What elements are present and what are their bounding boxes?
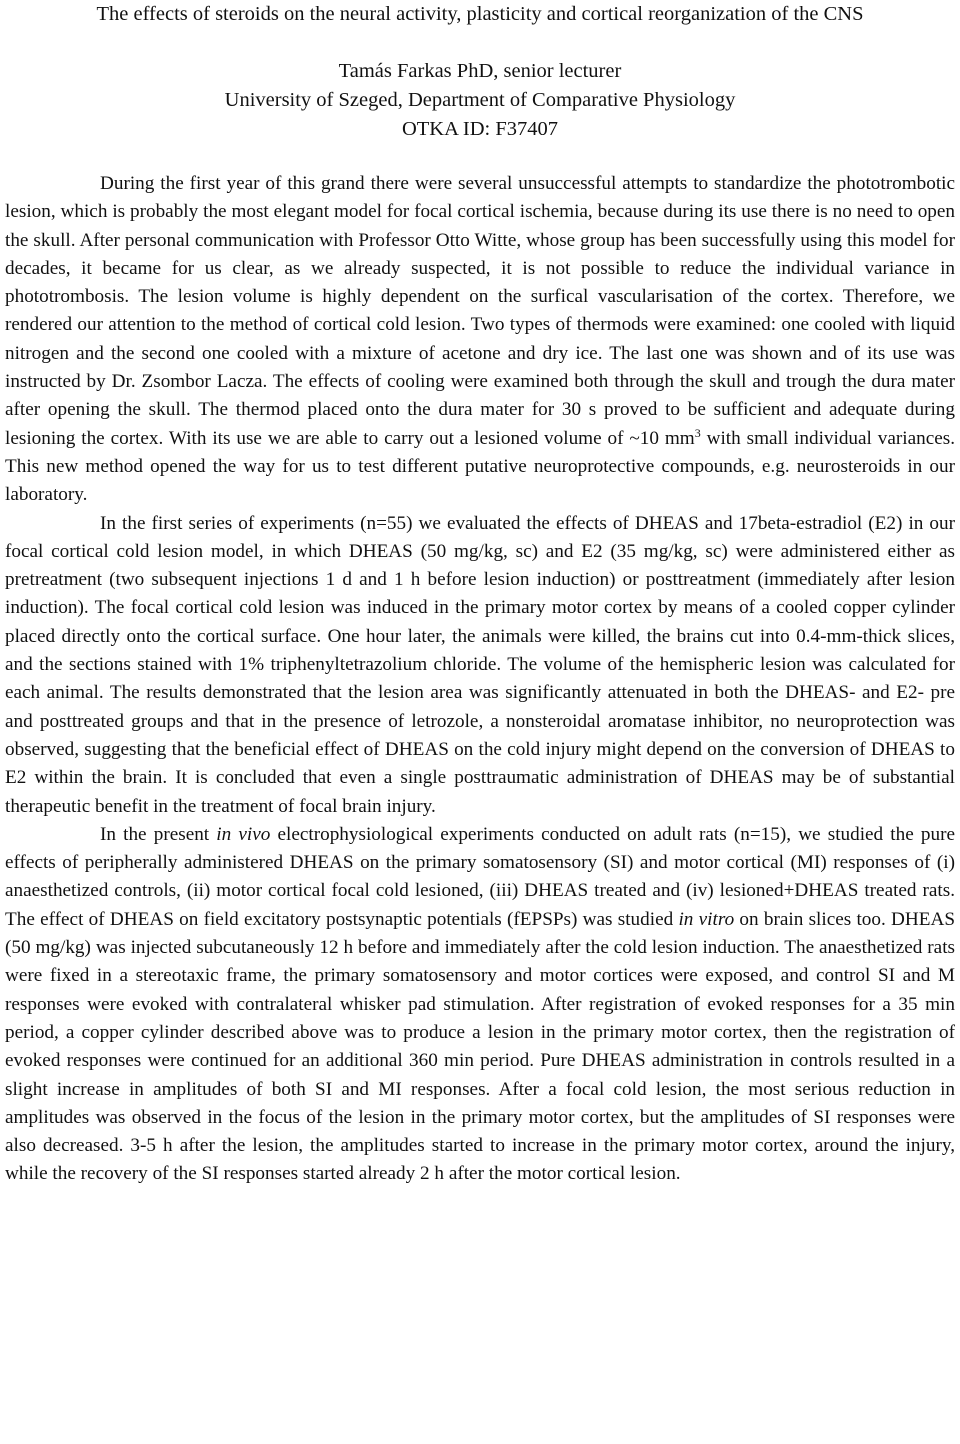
italic-in-vivo: in vivo (216, 823, 271, 845)
paragraph-3 (5, 821, 955, 1189)
paragraph-1-text-cont: with small individual variances. This new method opened the way for us to test different putative neuroprotective compounds, e.g. neurosteroids in our laboratory. (5, 427, 956, 506)
paragraph-1-text: During the first year of this grand there were several unsuccessful attempts to standardize the phototrombotic lesion, which is probably the most elegant model for focal cortical ischemia, because during its use there is no need to open the skull. After personal communication with Professor Otto Witte, whose group has been successfully using this model for decades, it became for us clear, as we already suspected, it is not possible to reduce the individual variance in phototrombosis. The lesion volume is highly dependent on the surfical vascularisation of the cortex. Therefore, we rendered our attention to the method of cortical cold lesion. Two types of thermods were examined: one cooled with liquid nitrogen and the second one cooled with a mixture of acetone and dry ice. The last one was shown and of its use was instructed by Dr. Zsombor Lacza. The effects of cooling were examined both through the skull and trough the dura mater after opening the skull. The thermod placed onto the dura mater for 30 s proved to be sufficient and adequate during lesioning the cortex. With its use we are able to carry out a lesioned volume of ~10 mm (5, 173, 955, 449)
paragraph-1 (5, 170, 955, 510)
italic-in-vitro: in vitro (678, 908, 735, 930)
superscript-3: 3 (694, 425, 701, 440)
paragraph-2: In the first series of experiments (n=55) we evaluated the effects of DHEAS and 17beta-estradiol (E2) in our focal cortical cold lesion model, in which DHEAS (50 mg/kg, sc) and E2 (35 mg/kg, sc) were administered either as pretreatment (two subsequent injections 1 d and 1 h before lesion induction) or posttreatment (immediately after lesion induction). The focal cortical cold lesion was induced in the primary motor cortex by means of a cooled copper cylinder placed directly onto the cortical surface. One hour later, the animals were killed, the brains cut into 0.4-mm-thick slices, and the sections stained with 1% triphenyltetrazolium chloride. The volume of the hemispheric lesion was calculated for each animal. The results demonstrated that the lesion area was significantly attenuated in both the DHEAS- and E2- pre and posttreated groups and that in the presence of letrozole, a nonsteroidal aromatase inhibitor, no neuroprotection was observed, suggesting that the beneficial effect of DHEAS on the cold injury might depend on the conversion of DHEAS to E2 within the brain. It is concluded that even a single posttraumatic administration of DHEAS may be of substantial therapeutic benefit in the treatment of focal brain injury. (5, 512, 955, 817)
author-affiliation: University of Szeged, Department of Comparative Physiology (224, 89, 736, 111)
paragraph-3-text-end: on brain slices too. DHEAS (50 mg/kg) was injected subcutaneously 12 h before and immediately after the cold lesion induction. The anaesthetized rats were fixed in a stereotaxic frame, the primary somatosensory and motor cortices were exposed, and control SI and M responses were evoked with contralateral whisker pad stimulation. After registration of evoked responses for a 35 min period, a copper cylinder described above was to produce a lesion in the primary motor cortex, then the registration of evoked responses were continued for an additional 360 min period. Pure DHEAS administration in controls resulted in a slight increase in amplitudes of both SI and MI responses. After a focal cold lesion, the most serious reduction in amplitudes was observed in the focus of the lesion in the primary motor cortex, but the amplitudes of SI responses were also decreased. 3-5 h after the lesion, the amplitudes started to increase in the primary motor cortex, around the injury, while the recovery of the SI responses started already 2 h after the motor cortical lesion. (5, 908, 955, 1185)
paragraph-3-text-cont: electrophysiological experiments conducted on adult rats (n=15), we studied the pure effects of peripherally administered DHEAS on the primary somatosensory (SI) and motor cortical (MI) responses of (i) anaesthetized controls, (ii) motor cortical focal cold lesioned, (iii) DHEAS treated and (iv) lesioned+DHEAS treated rats. The effect of DHEAS on field excitatory postsynaptic potentials (fEPSPs) was studied (5, 823, 955, 930)
grant-id: OTKA ID: F37407 (401, 118, 559, 140)
document-title: The effects of steroids on the neural activity, plasticity and cortical reorganization of the CNS (96, 3, 864, 25)
paragraph-3-text: In the present (100, 823, 217, 845)
author-block (5, 57, 955, 144)
author-name: Tamás Farkas PhD, senior lecturer (338, 60, 622, 82)
document-body (5, 170, 955, 1189)
document-page (5, 0, 955, 1189)
